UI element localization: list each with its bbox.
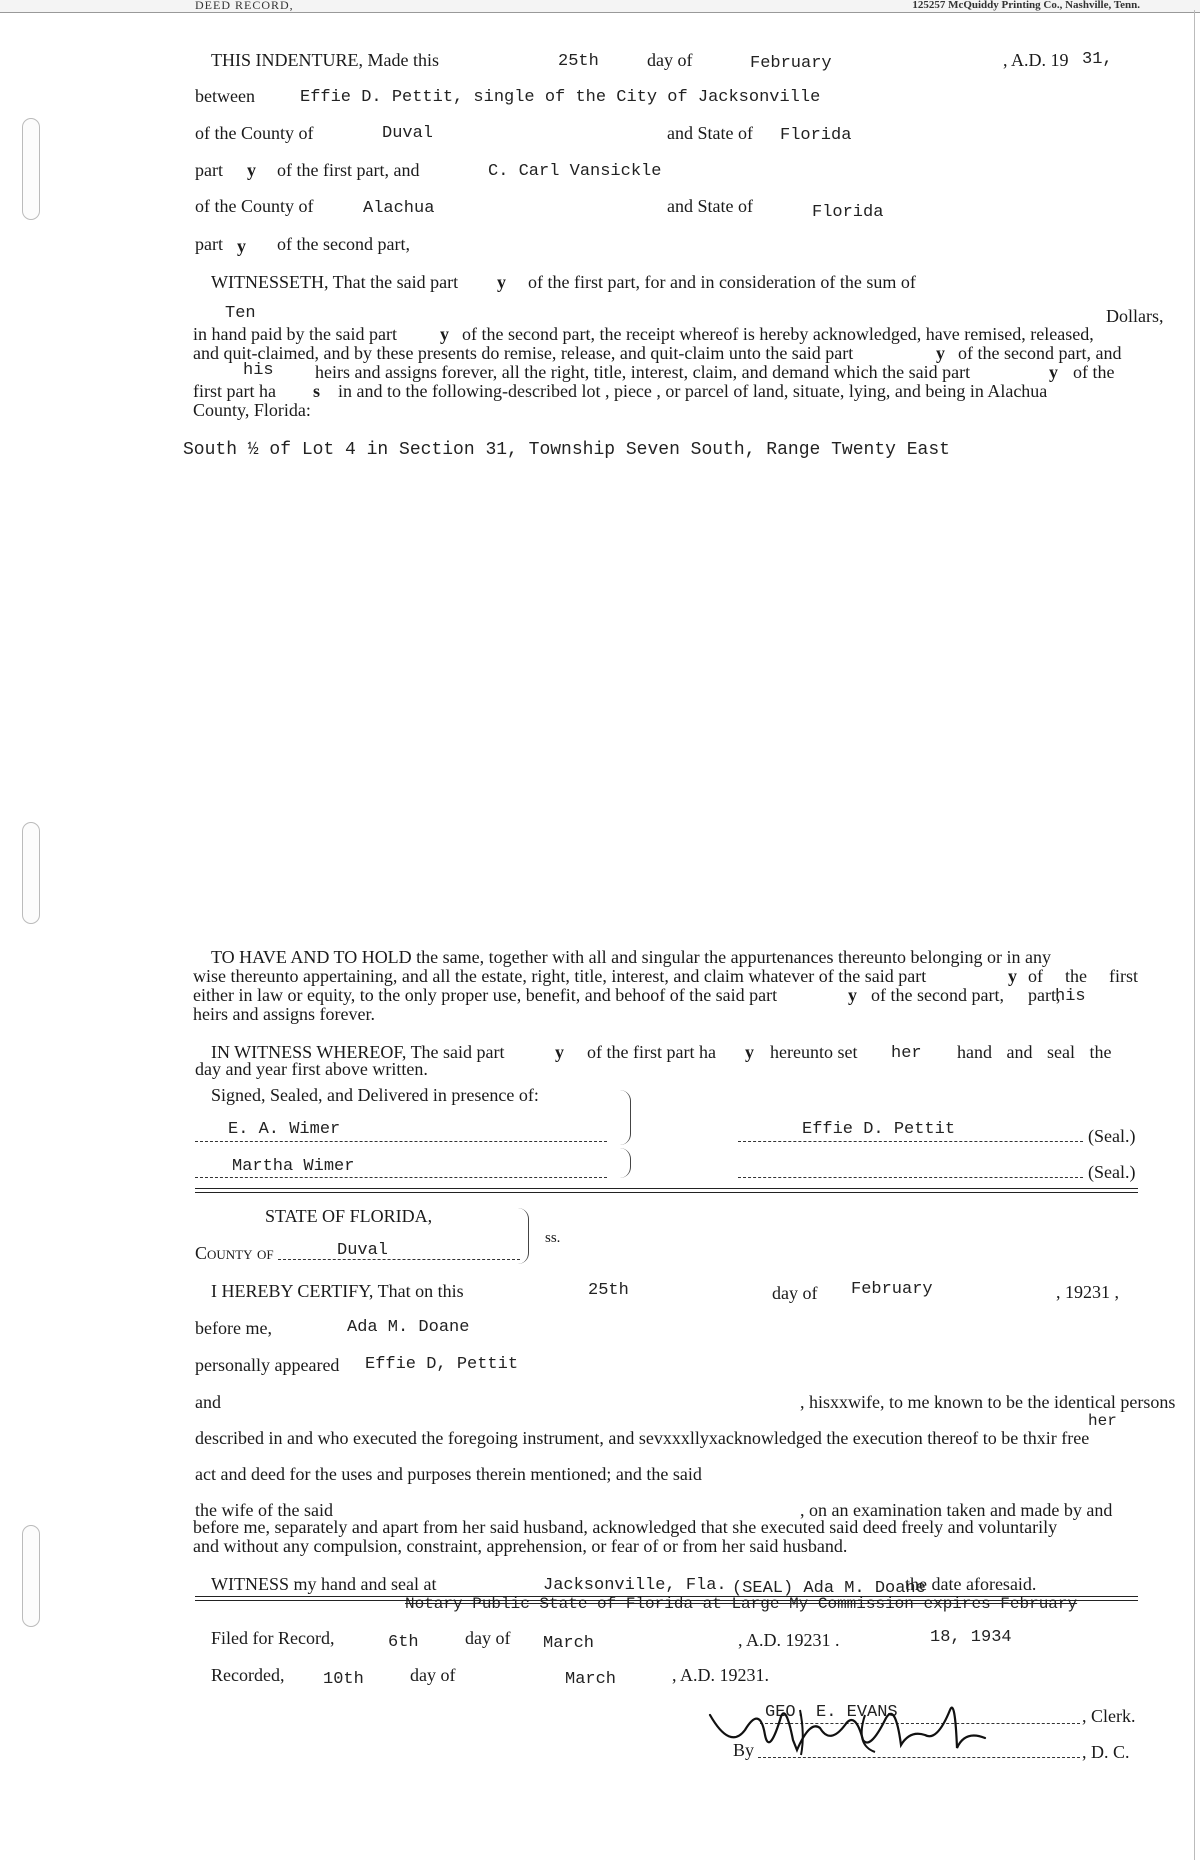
state-label-1: and State of: [667, 123, 753, 143]
grant-line-4: heirs and assigns forever, all the right, title, interest, claim, and demand which the said part: [315, 362, 971, 382]
ack-county-line: [278, 1259, 520, 1260]
indenture-year: 31,: [1082, 50, 1113, 69]
habendum-y-3: y: [848, 985, 857, 1005]
signed-in-presence: Signed, Sealed, and Delivered in presence of:: [211, 1085, 539, 1105]
separator-top-2: [195, 1192, 1138, 1193]
indenture-month: February: [750, 54, 832, 73]
ack-appeared-name: Effie D, Pettit: [365, 1355, 519, 1374]
sum-amount: Ten: [225, 304, 256, 323]
grant-line-5b: in and to the following-described lot , piece , or parcel of land, situate, lying, and being in Alachua: [338, 381, 1048, 401]
ack-certify: I HEREBY CERTIFY, That on this: [211, 1281, 464, 1301]
header-printer: 125257 McQuiddy Printing Co., Nashville, Tenn.: [912, 0, 1140, 11]
deputy-signature: [705, 1690, 1005, 1765]
party-second-text: of the second part,: [277, 234, 410, 254]
filed-year: , A.D. 19231 .: [738, 1630, 840, 1650]
party-first-text: of the first part, and: [277, 160, 420, 180]
habendum-his: his: [1055, 987, 1086, 1006]
grant-s: s: [313, 381, 321, 401]
recorded-day: 10th: [323, 1670, 364, 1689]
ack-ss: ss.: [545, 1230, 561, 1246]
grant-line-6: County, Florida:: [193, 400, 311, 420]
habendum-line-2: wise thereunto appertaining, and all the estate, right, title, interest, and claim whatever of the said part: [193, 966, 927, 986]
ack-seal-signature: (SEAL) Ada M. Doane: [732, 1579, 926, 1598]
header-title: DEED RECORD,: [195, 0, 294, 12]
signature-brace-1: [620, 1090, 631, 1145]
habendum-line-1: TO HAVE AND TO HOLD the same, together with all and singular the appurtenances thereunto belonging or in any: [211, 947, 1051, 967]
grantor-name: Effie D. Pettit, single of the City of Jacksonville: [300, 88, 821, 107]
ack-appeared: personally appeared: [195, 1355, 340, 1375]
ack-county: Duval: [337, 1241, 389, 1260]
ack-state: STATE OF FLORIDA,: [265, 1206, 433, 1226]
grant-y-2: y: [440, 324, 449, 344]
grant-line-3: and quit-claimed, and by these presents do remise, release, and quit-claim unto the said part: [193, 343, 854, 363]
binder-hole-middle: [22, 822, 40, 924]
witnesseth-lead: WITNESSETH, That the said part: [211, 272, 459, 292]
filed-day-of: day of: [465, 1628, 511, 1648]
witness2-name: Martha Wimer: [232, 1157, 355, 1176]
ack-without: and without any compulsion, constraint, apprehension, or fear of or from her said husband.: [193, 1536, 848, 1556]
dc-label: , D. C.: [1082, 1742, 1130, 1762]
witness-first-part: of the first part ha: [587, 1042, 716, 1062]
habendum-line-4: heirs and assigns forever.: [193, 1004, 375, 1024]
state-2: Florida: [812, 203, 884, 222]
witness2-line: [195, 1177, 607, 1178]
page-edge: [1194, 10, 1198, 1860]
grant-paragraph: [193, 325, 1138, 420]
grant-y-3: y: [936, 343, 945, 363]
land-description: South ½ of Lot 4 in Section 31, Township Seven South, Range Twenty East: [183, 440, 950, 460]
notary-stamp: Notary Public State of Florida at Large My Commission expires February: [405, 1595, 1078, 1613]
ack-wife-a: the wife of the said: [195, 1500, 333, 1520]
recorded-month: March: [565, 1670, 617, 1689]
ack-described: described in and who executed the foregoing instrument, and sevxxxllyxacknowledged the execution thereof to be thxir free: [195, 1428, 1090, 1448]
ack-act: act and deed for the uses and purposes therein mentioned; and the said: [195, 1464, 702, 1484]
notary-expires: 18, 1934: [930, 1628, 1012, 1647]
county-2: Alachua: [363, 199, 435, 218]
habendum-y-2: y: [1008, 966, 1017, 986]
header-strip: [0, 0, 1200, 13]
ack-and: and: [195, 1392, 221, 1412]
indenture-lead: THIS INDENTURE, Made this: [211, 50, 439, 70]
ack-known: , hisxxwife, to me known to be the identical persons: [800, 1392, 1176, 1412]
witness-y-1: y: [555, 1042, 564, 1062]
witnesseth-consideration: of the first part, for and in consideration of the sum of: [528, 272, 916, 292]
ack-witness-at: WITNESS my hand and seal at: [211, 1574, 437, 1594]
witness-lead: IN WITNESS WHEREOF, The said part: [211, 1042, 505, 1062]
ack-separately: before me, separately and apart from her said husband, acknowledged that she executed said deed freely and voluntarily: [193, 1517, 1058, 1537]
grant-his: his: [243, 361, 274, 380]
grantee-name: C. Carl Vansickle: [488, 162, 662, 181]
filed-day: 6th: [388, 1633, 419, 1652]
witness-y-2: y: [745, 1042, 754, 1062]
filed-month: March: [543, 1634, 595, 1653]
party-y-2: y: [237, 236, 246, 256]
witness1-name: E. A. Wimer: [228, 1120, 341, 1139]
grant-line-2: in hand paid by the said part: [193, 324, 397, 344]
ack-place: Jacksonville, Fla.: [543, 1576, 727, 1595]
indenture-ad: , A.D. 19: [1003, 50, 1069, 70]
ack-day-of: day of: [772, 1283, 818, 1303]
seal-2: (Seal.): [1088, 1162, 1136, 1182]
grant-line-2b: of the second part, the receipt whereof is hereby acknowledged, have remised, released,: [462, 324, 1094, 344]
filed-label: Filed for Record,: [211, 1628, 335, 1648]
habendum-line-3: either in law or equity, to the only proper use, benefit, and behoof of the said part: [193, 985, 778, 1005]
clerk-label: , Clerk.: [1082, 1706, 1136, 1726]
recorded-year: , A.D. 19231.: [672, 1665, 770, 1685]
recorded-label: Recorded,: [211, 1665, 285, 1685]
clerk-name: GEO. E. EVANS: [765, 1703, 898, 1722]
between-label: between: [195, 86, 255, 106]
habendum-paragraph: [193, 948, 1138, 1024]
habendum-line-3b: of the second part,: [871, 985, 1004, 1005]
ack-day: 25th: [588, 1281, 629, 1300]
signature-brace-2: [620, 1148, 631, 1178]
grant-y-4: y: [1049, 362, 1058, 382]
separator-top-1: [195, 1188, 1138, 1189]
county-label-2: of the County of: [195, 196, 314, 216]
habendum-line-2b: of the first part,: [1028, 966, 1138, 1005]
recorded-day-of: day of: [410, 1665, 456, 1685]
ack-wife-b: , on an examination taken and made by and: [800, 1500, 1113, 1520]
witness-her: her: [891, 1044, 922, 1063]
ack-notary-name: Ada M. Doane: [347, 1318, 470, 1337]
ack-brace: [518, 1208, 529, 1264]
seal-1: (Seal.): [1088, 1126, 1136, 1146]
grant-line-3b: of the second part, and: [958, 343, 1122, 363]
state-1: Florida: [780, 126, 852, 145]
ack-county-label: County of: [195, 1243, 274, 1263]
signer-name: Effie D. Pettit: [802, 1120, 956, 1139]
ack-before-me: before me,: [195, 1318, 272, 1338]
ack-date-aforesaid: the date aforesaid.: [905, 1574, 1037, 1594]
indenture-day: 25th: [558, 52, 599, 71]
ack-examination: [193, 1518, 1138, 1556]
witness1-line: [195, 1141, 607, 1142]
grant-line-4b: of the: [1073, 362, 1115, 382]
ack-month: February: [851, 1280, 933, 1299]
party-second-label: part: [195, 234, 223, 254]
binder-hole-top: [22, 118, 40, 220]
witness-hereunto: hereunto set: [770, 1042, 858, 1062]
state-label-2: and State of: [667, 196, 753, 216]
county-label-1: of the County of: [195, 123, 314, 143]
signer-line-2: [738, 1177, 1083, 1178]
party-y-1: y: [247, 160, 256, 180]
ack-her-insert: her: [1088, 1412, 1117, 1430]
witnesseth-y: y: [497, 272, 506, 292]
witness-hand-seal: hand and seal the: [957, 1042, 1112, 1062]
dollars-label: Dollars,: [1106, 306, 1164, 326]
witness-day-year: day and year first above written.: [195, 1059, 428, 1079]
grant-line-5: first part ha: [193, 381, 276, 401]
by-label: By: [733, 1740, 755, 1760]
signer-line: [738, 1141, 1083, 1142]
ack-year: , 19231 ,: [1056, 1282, 1119, 1302]
county-1: Duval: [382, 124, 434, 143]
party-first-label: part: [195, 160, 223, 180]
indenture-day-of: day of: [647, 50, 693, 70]
binder-hole-bottom: [22, 1525, 40, 1627]
